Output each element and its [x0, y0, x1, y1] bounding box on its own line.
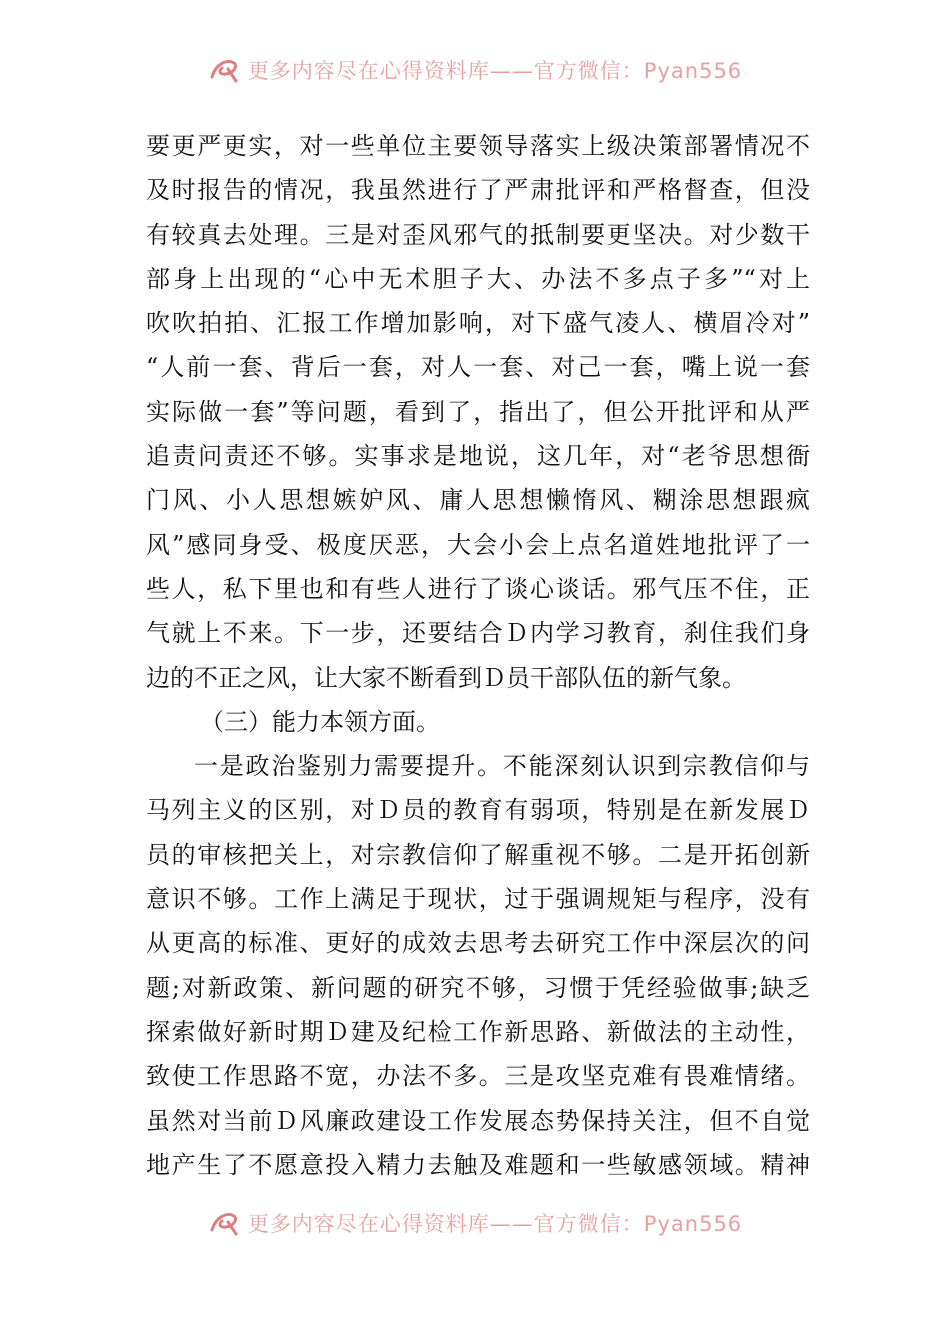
- text-line: 门风、小人思想嫉妒风、庸人思想懒惰风、糊涂思想跟疯: [146, 486, 810, 515]
- watermark-header: [0, 50, 950, 90]
- text-line: 部身上出现的“心中无术胆子大、办法不多点子多”“对上: [146, 264, 810, 293]
- text-line: 风”感同身受、极度厌恶，大会小会上点名道姓地批评了一: [146, 530, 810, 559]
- text-line: 致使工作思路不宽，办法不多。三是攻坚克难有畏难情绪。: [146, 1062, 810, 1091]
- text-line: 追责问责还不够。实事求是地说，这几年，对“老爷思想衙: [146, 442, 810, 471]
- section-heading: （三）能力本领方面。: [200, 707, 440, 736]
- text-line: 吹吹拍拍、汇报工作增加影响，对下盛气凌人、横眉冷对”: [146, 309, 810, 338]
- text-line: 及时报告的情况，我虽然进行了严肃批评和严格督查，但没: [146, 176, 810, 205]
- text-line: 虽然对当前Ｄ风廉政建设工作发展态势保持关注，但不自觉: [146, 1106, 810, 1135]
- text-line: 题;对新政策、新问题的研究不够，习惯于凭经验做事;缺乏: [146, 973, 810, 1002]
- text-line: 员的审核把关上，对宗教信仰了解重视不够。二是开拓创新: [146, 840, 810, 869]
- text-line: 从更高的标准、更好的成效去思考去研究工作中深层次的问: [146, 929, 810, 958]
- watermark-footer: [0, 1203, 950, 1243]
- text-line: 探索做好新时期Ｄ建及纪检工作新思路、新做法的主动性，: [146, 1017, 810, 1046]
- text-line: 边的不正之风，让大家不断看到Ｄ员干部队伍的新气象。: [146, 663, 746, 692]
- watermark-logo-icon: [208, 1208, 242, 1238]
- text-line: “人前一套、背后一套，对人一套、对己一套，嘴上说一套: [146, 353, 810, 382]
- watermark-text: 更多内容尽在心得资料库——官方微信：Pyan556: [247, 1212, 743, 1236]
- text-line: 实际做一套”等问题，看到了，指出了，但公开批评和从严: [146, 397, 810, 426]
- text-line: 一是政治鉴别力需要提升。不能深刻认识到宗教信仰与: [194, 752, 810, 781]
- text-line: 要更严更实，对一些单位主要领导落实上级决策部署情况不: [146, 132, 810, 160]
- document-body: [146, 124, 810, 1187]
- watermark-logo-icon: [208, 55, 242, 85]
- text-line: 气就上不来。下一步，还要结合Ｄ内学习教育，刹住我们身: [146, 619, 810, 648]
- text-line: 马列主义的区别，对Ｄ员的教育有弱项，特别是在新发展Ｄ: [146, 796, 810, 825]
- text-line: 意识不够。工作上满足于现状，过于强调规矩与程序，没有: [146, 885, 810, 914]
- text-line: 些人，私下里也和有些人进行了谈心谈话。邪气压不住，正: [146, 574, 810, 603]
- text-line: 有较真去处理。三是对歪风邪气的抵制要更坚决。对少数干: [146, 220, 810, 249]
- watermark-text: 更多内容尽在心得资料库——官方微信：Pyan556: [247, 59, 743, 83]
- text-line: 地产生了不愿意投入精力去触及难题和一些敏感领域。精神: [146, 1150, 810, 1179]
